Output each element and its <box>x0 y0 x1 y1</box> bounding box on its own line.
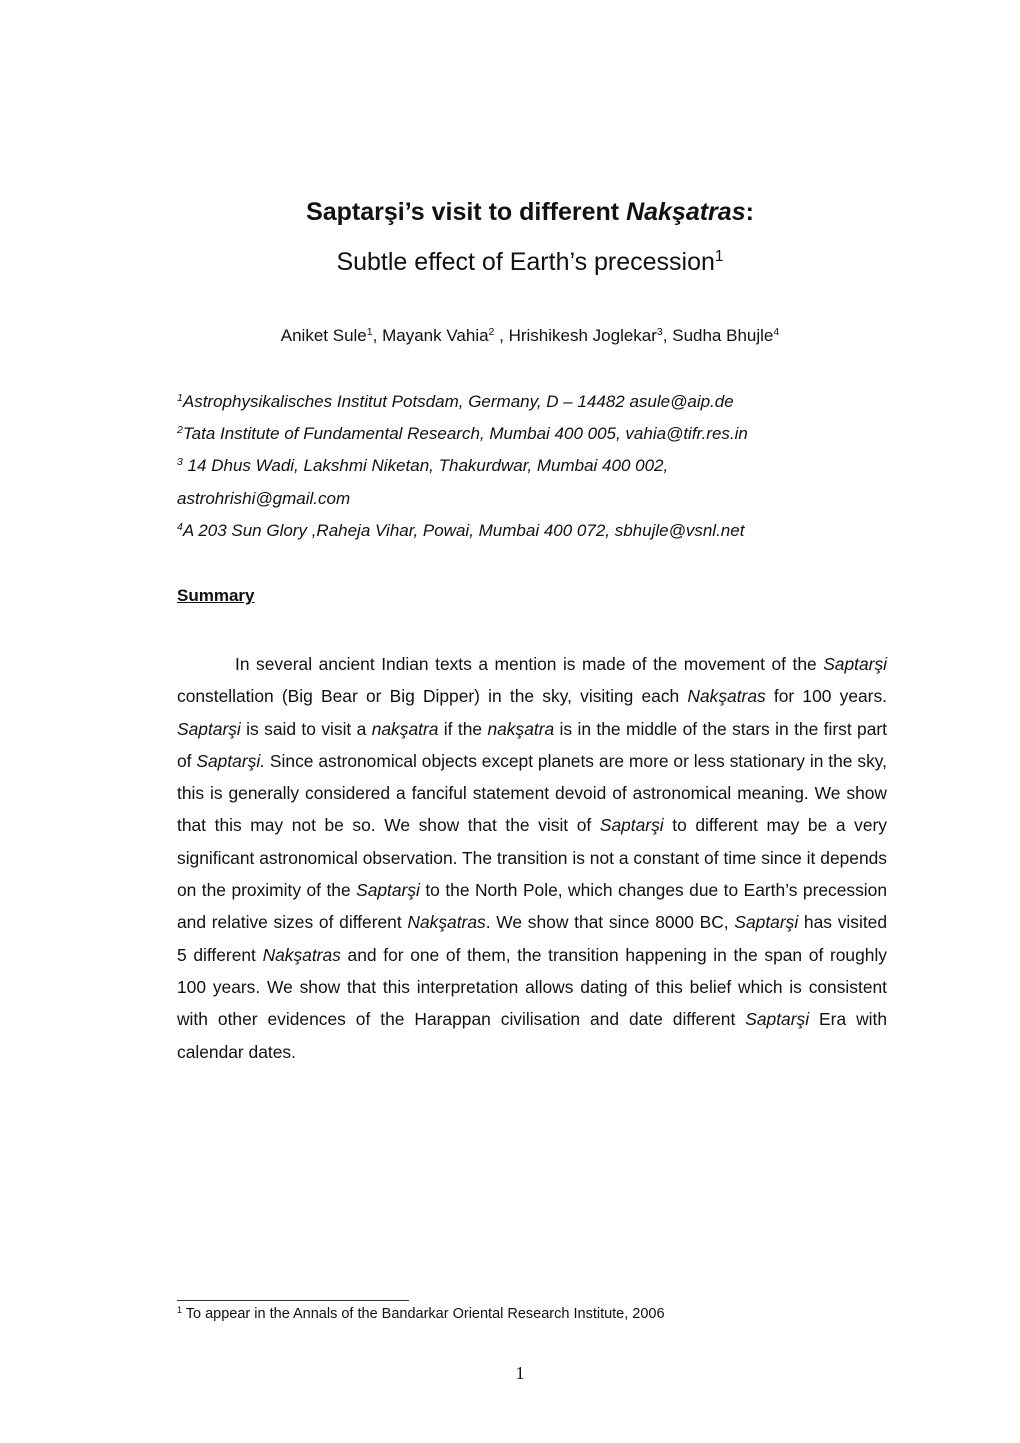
affiliation-mark: 3 <box>177 455 183 468</box>
summary-term-italic: Saptarşi <box>745 1009 810 1030</box>
summary-term-italic: nakşatra <box>487 718 555 739</box>
author-separator: , <box>372 326 383 345</box>
summary-term-italic: Saptarşi <box>177 718 241 739</box>
summary-term-italic: Saptarşi. <box>196 750 266 771</box>
title-saptarsi: Saptarşi <box>306 198 405 226</box>
summary-term-italic: nakşatra <box>371 718 439 739</box>
paper-subtitle <box>0 248 1020 277</box>
summary-text-run: is said to visit a <box>240 718 372 739</box>
affiliation-text: astrohrishi@gmail.com <box>177 489 351 508</box>
affiliation-mark: 4 <box>177 520 183 533</box>
summary-term-italic: Saptarşi <box>356 880 420 901</box>
summary-term-italic: Saptarşi <box>823 654 887 674</box>
subtitle-text: Subtle effect of Earth’s precession <box>336 248 715 276</box>
summary-paragraph <box>177 648 887 1068</box>
author-list <box>0 326 1020 346</box>
footnote-divider <box>177 1300 409 1301</box>
author-separator: , <box>494 326 509 345</box>
affiliation-text: 14 Dhus Wadi, Lakshmi Niketan, Thakurdwar, Mumbai 400 002, <box>182 456 669 475</box>
author-name: Aniket Sule <box>280 326 367 345</box>
title-middle-text: ’s visit to different <box>404 198 627 226</box>
author-affil-mark: 1 <box>366 325 373 338</box>
footnote-text: To appear in the Annals of the Bandarkar Oriental Research Institute, 2006 <box>182 1306 665 1322</box>
summary-term-italic: Nakşatras <box>262 944 341 965</box>
title-colon: : <box>745 198 754 226</box>
summary-text-run: . We show that since 8000 BC, <box>485 912 735 933</box>
summary-text-run: has visited 5 different <box>177 912 887 965</box>
affiliation-mark: 1 <box>177 391 183 404</box>
summary-term-italic: Saptarşi <box>599 815 664 836</box>
author-affil-mark: 4 <box>773 325 780 338</box>
author-affil-mark: 3 <box>656 325 663 338</box>
summary-text-run: In several ancient Indian texts a mention is made of the movement of the <box>235 654 824 674</box>
author-name: Mayank Vahia <box>382 326 489 345</box>
summary-text-run: for 100 years. <box>765 686 887 707</box>
affiliation-4 <box>177 521 744 541</box>
summary-text-run: to different may be a very significant astronomical observation. The transition is not a constant of time since it depends on the proximity of the <box>177 815 887 901</box>
summary-heading: Summary <box>177 586 255 605</box>
affiliation-mark: 2 <box>177 423 183 436</box>
affiliation-3-email <box>177 489 350 509</box>
paper-title <box>0 198 1020 227</box>
author-affil-mark: 2 <box>488 325 495 338</box>
summary-text-run: Era with calendar dates. <box>177 1009 888 1062</box>
summary-text-run: to the North Pole, which changes due to Earth’s precession and relative sizes of different <box>177 880 887 933</box>
author-name: Sudha Bhujle <box>672 326 774 345</box>
author-name: Hrishikesh Joglekar <box>508 326 657 345</box>
summary-term-italic: Nakşatras <box>407 912 486 933</box>
title-nakshatras: Nakşatras <box>626 198 746 226</box>
summary-text-run: and for one of them, the transition happening in the span of roughly 100 years. We show that this interpretation allows dating of this belief which is consistent with other evidences of the Harappan civilisation and date different <box>177 944 887 1030</box>
footnote-mark: 1 <box>177 1304 182 1315</box>
affiliation-text: Astrophysikalisches Institut Potsdam, Germany, D – 14482 asule@aip.de <box>182 392 734 411</box>
summary-term-italic: Saptarşi <box>734 912 799 933</box>
affiliation-text: A 203 Sun Glory ,Raheja Vihar, Powai, Mumbai 400 072, sbhujle@vsnl.net <box>182 521 745 540</box>
author-separator: , <box>662 326 673 345</box>
summary-text-run: is in the middle of the stars in the first part of <box>177 718 888 771</box>
affiliation-1 <box>177 392 734 412</box>
affiliation-text: Tata Institute of Fundamental Research, Mumbai 400 005, vahia@tifr.res.in <box>182 424 748 443</box>
affiliation-3 <box>177 456 668 476</box>
affiliation-2 <box>177 424 748 444</box>
summary-text-run: if the <box>438 718 488 739</box>
summary-text-run: constellation (Big Bear or Big Dipper) in the sky, visiting each <box>177 686 688 707</box>
page-number: 1 <box>515 1363 525 1383</box>
footnote <box>177 1306 665 1322</box>
subtitle-footnote-mark: 1 <box>714 247 724 265</box>
summary-term-italic: Nakşatras <box>687 686 766 707</box>
summary-text-run: Since astronomical objects except planets are more or less stationary in the sky, this is generally considered a fanciful statement devoid of astronomical meaning. We show that this may not be so. We show that the visit of <box>177 750 887 836</box>
